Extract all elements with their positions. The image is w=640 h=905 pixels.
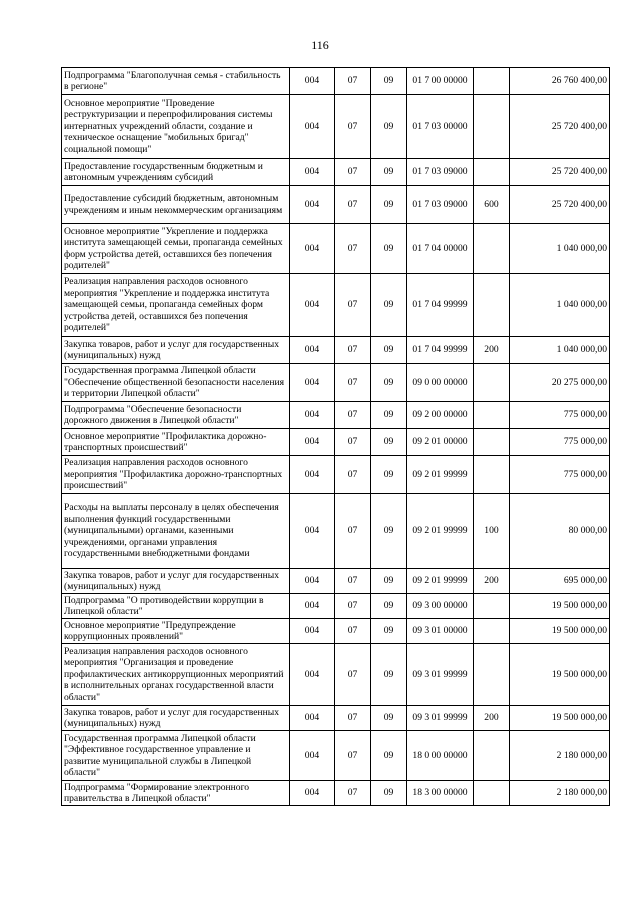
row-expense-type: 200 — [474, 337, 510, 364]
table-row — [62, 402, 610, 429]
row-subsection: 09 — [371, 224, 407, 274]
row-target-article: 09 2 01 99999 — [407, 494, 474, 569]
row-section: 07 — [335, 337, 371, 364]
row-target-article: 01 7 03 00000 — [407, 95, 474, 159]
row-name: Основное мероприятие "Укрепление и поддержка института замещающей семьи, пропаганда семейных форм устройства детей, оставшихся без попечения родителей" — [62, 224, 290, 274]
row-amount: 19 500 000,00 — [510, 594, 610, 619]
row-target-article: 01 7 04 00000 — [407, 224, 474, 274]
table-row — [62, 224, 610, 274]
row-expense-type — [474, 224, 510, 274]
row-name: Реализация направления расходов основного мероприятия "Укрепление и поддержка института замещающей семьи, пропаганда семейных форм устройства детей, оставшихся без попечения родителей" — [62, 274, 290, 337]
row-name: Подпрограмма "Формирование электронного правительства в Липецкой области" — [62, 781, 290, 806]
row-amount: 19 500 000,00 — [510, 706, 610, 731]
row-section: 07 — [335, 706, 371, 731]
row-ved-code: 004 — [290, 706, 335, 731]
page-number: 116 — [311, 38, 329, 52]
table-row — [62, 95, 610, 159]
row-section: 07 — [335, 731, 371, 781]
row-amount: 26 760 400,00 — [510, 68, 610, 95]
row-name: Закупка товаров, работ и услуг для государственных (муниципальных) нужд — [62, 337, 290, 364]
table-row — [62, 159, 610, 186]
row-amount: 80 000,00 — [510, 494, 610, 569]
table-row — [62, 429, 610, 456]
row-section: 07 — [335, 364, 371, 402]
row-subsection: 09 — [371, 619, 407, 644]
row-subsection: 09 — [371, 68, 407, 95]
row-ved-code: 004 — [290, 619, 335, 644]
row-target-article: 01 7 04 99999 — [407, 337, 474, 364]
row-expense-type — [474, 364, 510, 402]
row-target-article: 09 3 01 99999 — [407, 706, 474, 731]
row-subsection: 09 — [371, 337, 407, 364]
row-section: 07 — [335, 781, 371, 806]
row-subsection: 09 — [371, 644, 407, 706]
row-expense-type: 100 — [474, 494, 510, 569]
row-section: 07 — [335, 224, 371, 274]
row-target-article: 18 0 00 00000 — [407, 731, 474, 781]
table-row — [62, 706, 610, 731]
row-subsection: 09 — [371, 594, 407, 619]
row-ved-code: 004 — [290, 594, 335, 619]
row-subsection: 09 — [371, 569, 407, 594]
row-name: Подпрограмма "Благополучная семья - стабильность в регионе" — [62, 68, 290, 95]
row-expense-type — [474, 95, 510, 159]
row-expense-type — [474, 402, 510, 429]
row-name: Подпрограмма "О противодействии коррупции в Липецкой области" — [62, 594, 290, 619]
row-expense-type — [474, 274, 510, 337]
row-amount: 1 040 000,00 — [510, 224, 610, 274]
table-row — [62, 456, 610, 494]
row-target-article: 01 7 03 09000 — [407, 186, 474, 224]
row-expense-type — [474, 429, 510, 456]
row-ved-code: 004 — [290, 337, 335, 364]
row-subsection: 09 — [371, 706, 407, 731]
row-name: Реализация направления расходов основного мероприятия "Организация и проведение профилактических антикоррупционных мероприятий в исполнительных органах государственной власти области" — [62, 644, 290, 706]
row-section: 07 — [335, 569, 371, 594]
row-target-article: 01 7 03 09000 — [407, 159, 474, 186]
row-target-article: 09 3 01 00000 — [407, 619, 474, 644]
row-expense-type — [474, 456, 510, 494]
row-amount: 2 180 000,00 — [510, 731, 610, 781]
budget-table — [61, 67, 610, 806]
row-ved-code: 004 — [290, 224, 335, 274]
row-section: 07 — [335, 186, 371, 224]
table-row — [62, 364, 610, 402]
row-section: 07 — [335, 402, 371, 429]
row-ved-code: 004 — [290, 781, 335, 806]
row-expense-type — [474, 644, 510, 706]
row-name: Государственная программа Липецкой области "Обеспечение общественной безопасности населения и территории Липецкой области" — [62, 364, 290, 402]
row-name: Основное мероприятие "Профилактика дорожно-транспортных происшествий" — [62, 429, 290, 456]
row-name: Предоставление субсидий бюджетным, автономным учреждениям и иным некоммерческим организациям — [62, 186, 290, 224]
row-ved-code: 004 — [290, 402, 335, 429]
row-expense-type: 200 — [474, 569, 510, 594]
row-ved-code: 004 — [290, 731, 335, 781]
table-row — [62, 186, 610, 224]
row-name: Расходы на выплаты персоналу в целях обеспечения выполнения функций государственными (муниципальными) органами, казенными учреждениями, органами управления государственными внебюджетными фондами — [62, 494, 290, 569]
row-amount: 20 275 000,00 — [510, 364, 610, 402]
row-name: Закупка товаров, работ и услуг для государственных (муниципальных) нужд — [62, 569, 290, 594]
row-subsection: 09 — [371, 456, 407, 494]
row-amount: 695 000,00 — [510, 569, 610, 594]
row-ved-code: 004 — [290, 364, 335, 402]
row-name: Реализация направления расходов основного мероприятия "Профилактика дорожно-транспортных происшествий" — [62, 456, 290, 494]
row-expense-type — [474, 594, 510, 619]
row-section: 07 — [335, 644, 371, 706]
row-amount: 1 040 000,00 — [510, 337, 610, 364]
row-ved-code: 004 — [290, 95, 335, 159]
row-target-article: 18 3 00 00000 — [407, 781, 474, 806]
row-section: 07 — [335, 95, 371, 159]
row-ved-code: 004 — [290, 159, 335, 186]
table-row — [62, 619, 610, 644]
row-ved-code: 004 — [290, 644, 335, 706]
row-target-article: 09 3 00 00000 — [407, 594, 474, 619]
row-name: Основное мероприятие "Предупреждение коррупционных проявлений" — [62, 619, 290, 644]
row-expense-type: 600 — [474, 186, 510, 224]
row-subsection: 09 — [371, 364, 407, 402]
row-target-article: 09 3 01 99999 — [407, 644, 474, 706]
table-body — [62, 68, 610, 806]
row-amount: 25 720 400,00 — [510, 95, 610, 159]
row-ved-code: 004 — [290, 429, 335, 456]
table-row — [62, 569, 610, 594]
row-target-article: 09 0 00 00000 — [407, 364, 474, 402]
row-section: 07 — [335, 594, 371, 619]
row-target-article: 09 2 01 99999 — [407, 456, 474, 494]
row-subsection: 09 — [371, 731, 407, 781]
row-section: 07 — [335, 619, 371, 644]
row-expense-type — [474, 781, 510, 806]
row-subsection: 09 — [371, 402, 407, 429]
row-expense-type — [474, 159, 510, 186]
row-subsection: 09 — [371, 494, 407, 569]
table-row — [62, 644, 610, 706]
row-ved-code: 004 — [290, 68, 335, 95]
row-ved-code: 004 — [290, 569, 335, 594]
row-name: Закупка товаров, работ и услуг для государственных (муниципальных) нужд — [62, 706, 290, 731]
row-subsection: 09 — [371, 274, 407, 337]
row-ved-code: 004 — [290, 456, 335, 494]
row-name: Основное мероприятие "Проведение реструктуризации и перепрофилирования системы интернатных учреждений области, создание и техническое оснащение "мобильных бригад" социальной помощи" — [62, 95, 290, 159]
table-row — [62, 731, 610, 781]
row-ved-code: 004 — [290, 274, 335, 337]
row-target-article: 01 7 00 00000 — [407, 68, 474, 95]
row-amount: 19 500 000,00 — [510, 644, 610, 706]
row-expense-type — [474, 731, 510, 781]
row-target-article: 01 7 04 99999 — [407, 274, 474, 337]
row-amount: 25 720 400,00 — [510, 159, 610, 186]
row-subsection: 09 — [371, 429, 407, 456]
row-section: 07 — [335, 429, 371, 456]
row-subsection: 09 — [371, 186, 407, 224]
table-row — [62, 594, 610, 619]
table-row — [62, 494, 610, 569]
row-subsection: 09 — [371, 95, 407, 159]
row-amount: 19 500 000,00 — [510, 619, 610, 644]
row-section: 07 — [335, 274, 371, 337]
table-row — [62, 68, 610, 95]
table-row — [62, 337, 610, 364]
table-row — [62, 781, 610, 806]
row-name: Подпрограмма "Обеспечение безопасности дорожного движения в Липецкой области" — [62, 402, 290, 429]
row-amount: 775 000,00 — [510, 402, 610, 429]
table-row — [62, 274, 610, 337]
row-section: 07 — [335, 159, 371, 186]
row-expense-type — [474, 619, 510, 644]
row-section: 07 — [335, 68, 371, 95]
row-expense-type — [474, 68, 510, 95]
row-name: Предоставление государственным бюджетным и автономным учреждениям субсидий — [62, 159, 290, 186]
row-amount: 775 000,00 — [510, 429, 610, 456]
row-section: 07 — [335, 494, 371, 569]
row-target-article: 09 2 01 00000 — [407, 429, 474, 456]
row-amount: 775 000,00 — [510, 456, 610, 494]
row-amount: 25 720 400,00 — [510, 186, 610, 224]
row-amount: 1 040 000,00 — [510, 274, 610, 337]
row-expense-type: 200 — [474, 706, 510, 731]
row-target-article: 09 2 01 99999 — [407, 569, 474, 594]
row-subsection: 09 — [371, 781, 407, 806]
row-subsection: 09 — [371, 159, 407, 186]
row-name: Государственная программа Липецкой области "Эффективное государственное управление и развитие муниципальной службы в Липецкой области" — [62, 731, 290, 781]
row-amount: 2 180 000,00 — [510, 781, 610, 806]
row-ved-code: 004 — [290, 186, 335, 224]
row-ved-code: 004 — [290, 494, 335, 569]
row-section: 07 — [335, 456, 371, 494]
row-target-article: 09 2 00 00000 — [407, 402, 474, 429]
